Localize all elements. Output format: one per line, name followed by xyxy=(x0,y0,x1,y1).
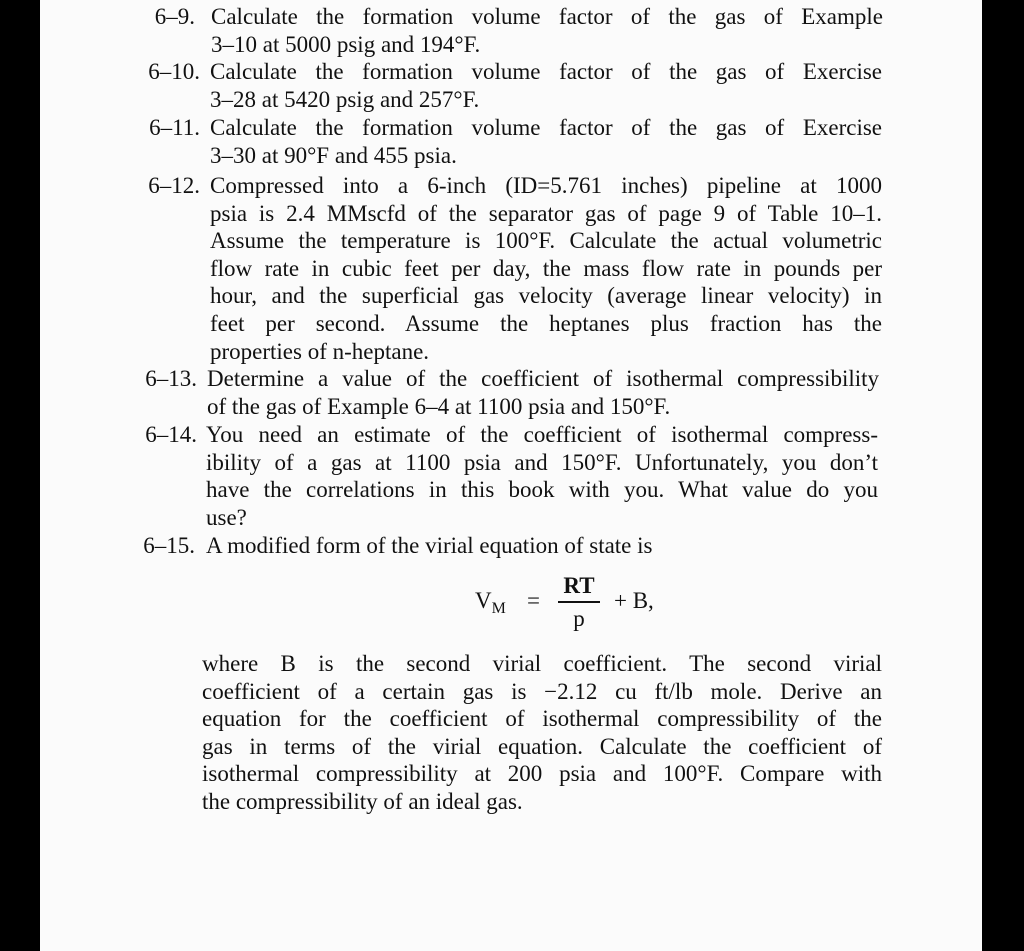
text-line: gas in terms of the virial equation. Calculate the coefficient of xyxy=(202,733,882,759)
problem-number: 6–12. xyxy=(148,173,200,198)
equation-equals: = xyxy=(527,588,540,613)
text-line: 3–30 at 90°F and 455 psia. xyxy=(210,142,457,168)
text-line: 3–28 at 5420 psig and 257°F. xyxy=(210,86,480,112)
problem-number: 6–13. xyxy=(145,366,197,391)
textbook-page xyxy=(40,0,982,951)
equation-denominator: p xyxy=(573,606,585,631)
text-line: Determine a value of the coefficient of isothermal compressibility xyxy=(207,366,879,391)
equation-numerator: RT xyxy=(563,573,595,598)
problem-number: 6–9. xyxy=(154,4,195,29)
text-line: Calculate the formation volume factor of the gas of Example xyxy=(211,4,883,29)
text-line: 3–10 at 5000 psig and 194°F. xyxy=(211,31,481,57)
problem-text xyxy=(207,365,879,420)
problem-text xyxy=(210,58,882,113)
equation-fraction xyxy=(558,574,600,631)
text-line: Calculate the formation volume factor of the gas of Exercise xyxy=(210,59,882,84)
equation-lhs-symbol: V xyxy=(475,588,492,613)
fraction-bar xyxy=(558,601,600,603)
text-line: of the gas of Example 6–4 at 1100 psia and 150°F. xyxy=(207,393,671,419)
problem-text xyxy=(210,114,882,169)
text-line: You need an estimate of the coefficient of isothermal compress- xyxy=(206,422,878,447)
problem-text xyxy=(211,3,883,58)
text-line: Calculate the formation volume factor of the gas of Exercise xyxy=(210,115,882,140)
text-line: A modified form of the virial equation of state is xyxy=(206,533,653,558)
equation-rest: + B, xyxy=(614,588,654,613)
equation-lhs xyxy=(475,588,506,617)
text-line: isothermal compressibility at 200 psia and 100°F. Compare with xyxy=(202,761,882,787)
problem-number: 6–15. xyxy=(143,533,195,558)
text-line: feet per second. Assume the heptanes plus fraction has the xyxy=(210,310,882,336)
problem-number: 6–11. xyxy=(149,115,200,140)
problem-number: 6–14. xyxy=(145,422,197,447)
text-line: equation for the coefficient of isothermal compressibility of the xyxy=(202,706,882,732)
text-line: the compressibility of an ideal gas. xyxy=(202,788,523,814)
virial-equation xyxy=(470,574,730,634)
text-line: flow rate in cubic feet per day, the mass flow rate in pounds per xyxy=(210,255,882,281)
text-line: where B is the second virial coefficient. The second virial xyxy=(202,651,882,676)
problem-number: 6–10. xyxy=(148,59,200,84)
text-line: have the correlations in this book with you. What value do you xyxy=(206,477,878,503)
text-line: use? xyxy=(206,504,247,530)
problem-text xyxy=(210,172,882,365)
text-line: coefficient of a certain gas is −2.12 cu ft/lb mole. Derive an xyxy=(202,678,882,704)
text-line: properties of n-heptane. xyxy=(210,338,430,364)
problem-text xyxy=(206,421,878,531)
equation-lhs-subscript: M xyxy=(491,600,506,617)
problem-text xyxy=(206,532,878,560)
text-line: hour, and the superficial gas velocity (average linear velocity) in xyxy=(210,283,882,309)
problem-text xyxy=(202,650,882,816)
text-line: psia is 2.4 MMscfd of the separator gas of page 9 of Table 10–1. xyxy=(210,200,882,226)
text-line: Compressed into a 6-inch (ID=5.761 inches) pipeline at 1000 xyxy=(210,173,882,198)
text-line: Assume the temperature is 100°F. Calculate the actual volumetric xyxy=(210,228,882,254)
text-line: ibility of a gas at 1100 psia and 150°F. Unfortunately, you don’t xyxy=(206,449,878,475)
